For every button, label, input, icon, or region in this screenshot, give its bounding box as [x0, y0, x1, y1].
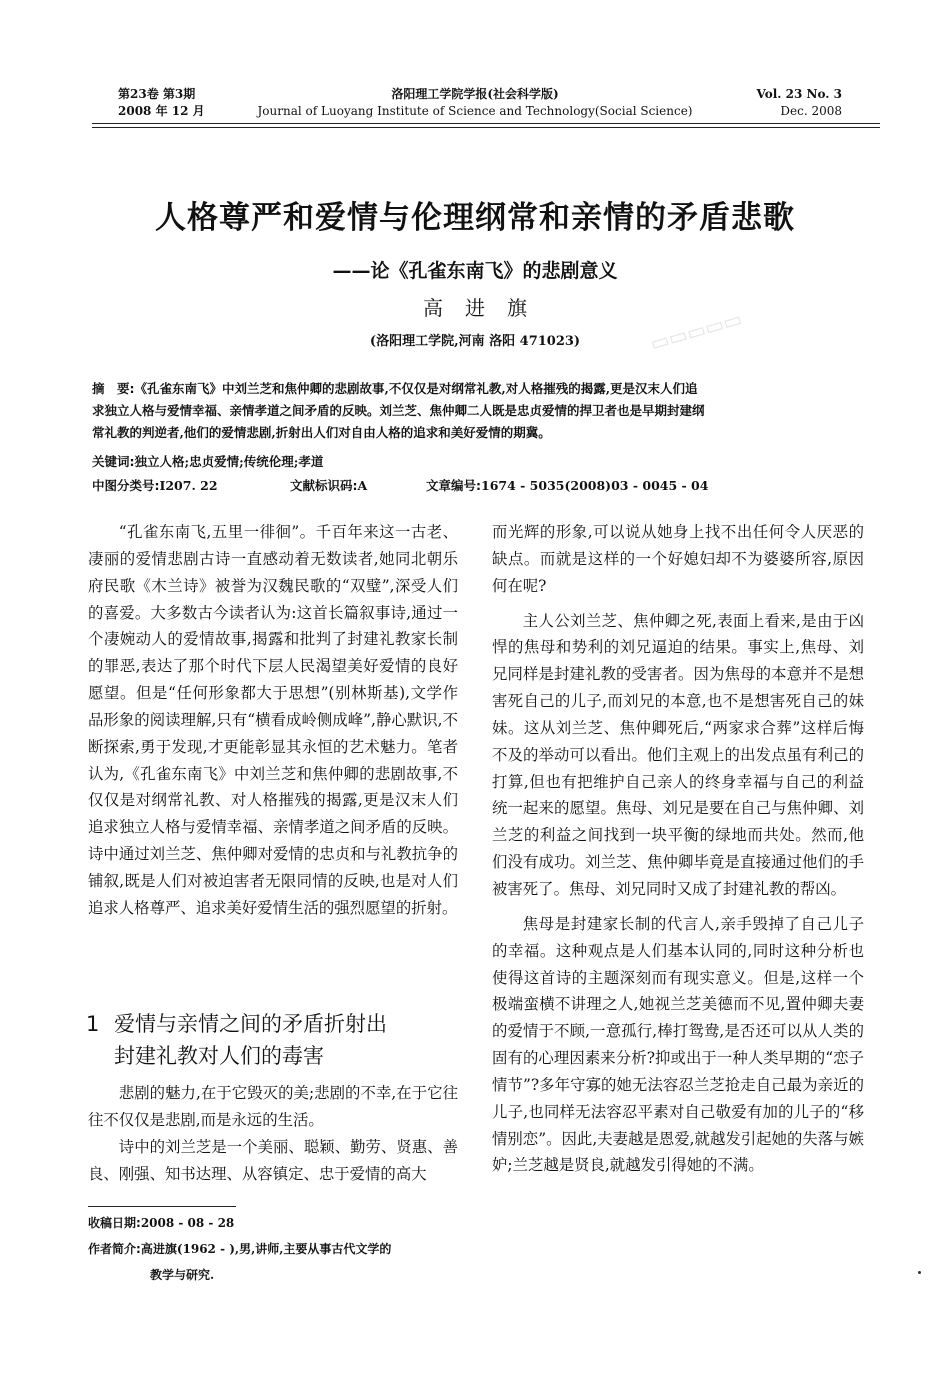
body-right-column [492, 519, 864, 1179]
author-bio-line-1: 高进旗(1962 - ),男,讲师,主要从事古代文学的 [140, 1242, 392, 1256]
header-journal-en: Journal of Luoyang Institute of Science and Technology(Social Science) [257, 104, 693, 118]
body-paragraph-deaths: 主人公刘兰芝、焦仲卿之死,表面上看来,是由于凶悍的焦母和势利的刘兄逼迫的结果。事实上,焦母、刘兄同样是封建礼教的受害者。因为焦母的本意并不是想害死自己的儿子,而刘兄的本意,也不是想害死自己的妹妹。这从刘兰芝、焦仲卿死后,“两家求合葬”这样后悔不及的举动可以看出。他们主观上的出发点虽有利己的打算,但也有把维护自己亲人的终身幸福与自己的利益统一起来的愿望。焦母、刘兄是要在自己与焦仲卿、刘兰芝的利益之间找到一块平衡的绿地而共处。然而,他们没有成功。刘兰芝、焦仲卿毕竟是直接通过他们的手被害死了。焦母、刘兄同时又成了封建礼教的帮凶。 [492, 611, 864, 898]
body-left-column-lower [88, 1080, 458, 1187]
doc-code-label: 文献标识码: [290, 478, 358, 493]
keywords-label: 关键词: [92, 454, 135, 469]
abstract-line-2: 求独立人格与爱情幸福、亲情孝道之间矛盾的反映。刘兰芝、焦仲卿二人既是忠贞爱情的捍卫者也是早期封建纲 [92, 403, 705, 418]
header-date-line: 2008 年 12 月 [118, 104, 205, 118]
received-label: 收稿日期: [88, 1216, 141, 1230]
body-paragraph-lanzhi: 诗中的刘兰芝是一个美丽、聪颖、勤劳、贤惠、善良、刚强、知书达理、从容镇定、忠于爱情的高大 [88, 1137, 458, 1183]
margin-mark [918, 1271, 921, 1274]
header-journal-cn: 洛阳理工学院学报(社会科学版) [391, 87, 559, 101]
header-rule-thin [92, 127, 880, 128]
body-left-column [88, 519, 458, 922]
body-paragraph-tragedy: 悲剧的魅力,在于它毁灭的美;悲剧的不幸,在于它往往不仅仅是悲剧,而是永远的生活。 [88, 1084, 458, 1129]
section-title-line-1: 爱情与亲情之间的矛盾折射出 [114, 1012, 387, 1036]
article-no-label: 文章编号: [426, 478, 481, 493]
article-author: 高进旗 [423, 296, 549, 320]
body-paragraph-continued: 而光辉的形象,可以说从她身上找不出任何令人厌恶的缺点。而就是这样的一个好媳妇却不为婆婆所容,原因何在呢? [492, 523, 864, 595]
footnote-rule [88, 1206, 236, 1207]
keywords-text: 独立人格;忠贞爱情;传统伦理;孝道 [134, 454, 324, 469]
abstract-text-1: 《孔雀东南飞》中刘兰芝和焦仲卿的悲剧故事,不仅仅是对纲常礼教,对人格摧残的揭露,更是汉末人们追 [134, 381, 698, 396]
footnote-author [88, 1236, 468, 1262]
watermark-stamp: ▭▭▭▭▭ [647, 306, 745, 356]
section-title-line-2: 封建礼教对人们的毒害 [114, 1044, 324, 1068]
keywords-line [92, 451, 854, 473]
body-paragraph-jiao-mother: 焦母是封建家长制的代言人,亲手毁掉了自己儿子的幸福。这种观点是人们基本认同的,同时这种分析也使得这首诗的主题深刻而有现实意义。但是,这样一个极端蛮横不讲理之人,她视兰芝美德而不见,置仲卿夫妻的爱情于不顾,一意孤行,棒打鸳鸯,是否还可以从人类的固有的心理因素来分析?抑或出于一种人类早期的“恋子情节”?多年守寡的她无法容忍兰芝抢走自己最为亲近的儿子,也同样无法容忍平素对自己敬爱有加的儿子的“移情别恋”。因此,夫妻越是恩爱,就越发引起她的失落与嫉妒;兰芝越是贤良,就越发引得她的不满。 [492, 914, 864, 1175]
section-heading-1 [86, 1008, 466, 1072]
clc-cell [92, 476, 218, 496]
author-bio-line-2: 教学与研究. [150, 1268, 215, 1282]
header-volume-line: 第23卷 第3期 [118, 87, 196, 101]
received-date: 2008 - 08 - 28 [140, 1216, 235, 1230]
footnote-received [88, 1210, 468, 1236]
header-vol-no [757, 86, 842, 120]
abstract-label: 摘 要: [92, 381, 135, 396]
body-paragraph-intro: “孔雀东南飞,五里一徘徊”。千百年来这一古老、凄丽的爱情悲剧古诗一直感动着无数读者,她同北朝乐府民歌《木兰诗》被誉为汉魏民歌的“双璧”,深受人们的喜爱。大多数古今读者认为:这首长篇叙事诗,通过一个凄婉动人的爱情故事,揭露和批判了封建礼教家长制的罪恶,表达了那个时代下层人民渴望美好爱情的良好愿望。但是“任何形象都大于思想”(别林斯基),文学作品形象的阅读理解,只有“横看成岭侧成峰”,静心默识,不断探索,勇于发现,才更能彰显其永恒的艺术魅力。笔者认为,《孔雀东南飞》中刘兰芝和焦仲卿的悲剧故事,不仅仅是对纲常礼教、对人格摧残的揭露,更是汉末人们追求独立人格与爱情幸福、亲情孝道之间矛盾的反映。诗中通过刘兰芝、焦仲卿对爱情的忠贞和与礼教抗争的铺叙,既是人们对被迫害者无限同情的反映,也是对人们追求人格尊严、追求美好爱情生活的强烈愿望的折射。 [88, 523, 458, 917]
abstract-line-3: 常礼教的判逆者,他们的爱情悲剧,折射出人们对自由人格的追求和美好爱情的期冀。 [92, 425, 551, 440]
doc-code-value: A [357, 478, 368, 493]
header-date-en: Dec. 2008 [780, 104, 842, 118]
header-rule-thick [92, 123, 880, 124]
article-no-value: 1674 - 5035(2008)03 - 0045 - 04 [481, 478, 709, 493]
author-bio-label: 作者简介: [88, 1242, 141, 1256]
article-subtitle: ——论《孔雀东南飞》的悲剧意义 [332, 260, 618, 282]
section-number: 1 [86, 1012, 100, 1036]
article-affiliation: (洛阳理工学院,河南 洛阳 471023) [369, 334, 581, 349]
article-title: 人格尊严和爱情与伦理纲常和亲情的矛盾悲歌 [155, 200, 795, 236]
abstract-line-1 [92, 378, 854, 400]
doc-code-cell [290, 476, 367, 496]
header-vol-en: Vol. 23 No. 3 [756, 87, 842, 101]
article-no-cell [426, 476, 708, 496]
clc-label: 中图分类号: [92, 478, 160, 493]
clc-value: I207. 22 [159, 478, 218, 493]
